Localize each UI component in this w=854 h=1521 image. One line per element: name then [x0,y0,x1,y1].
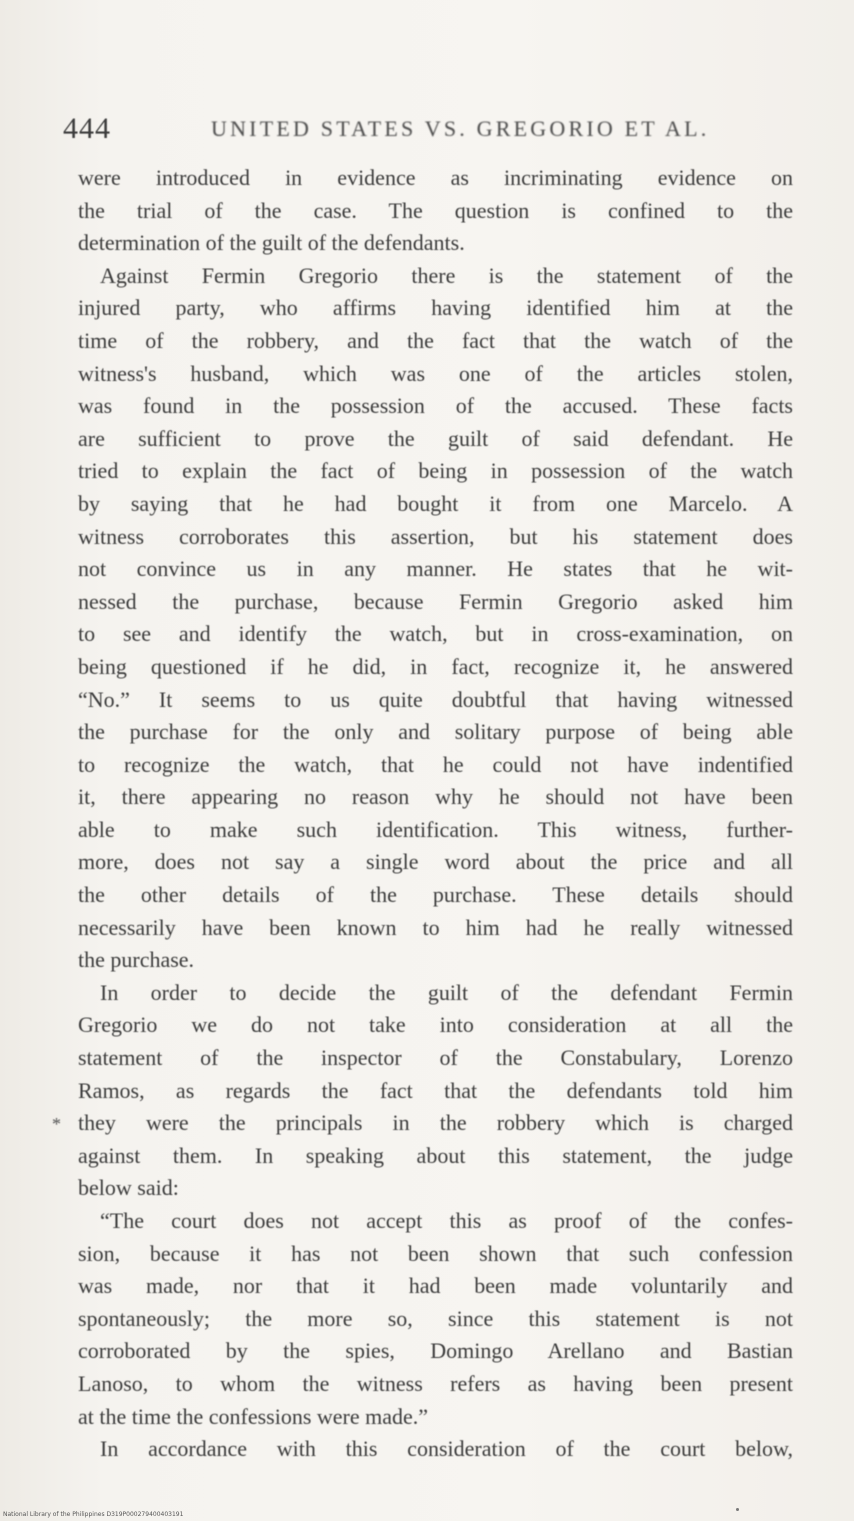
text-line: witness corroborates this assertion, but his statement does [78,523,793,549]
text-line: corroborated by the spies, Domingo Arellano and Bastian [78,1338,793,1364]
text-line: at the time the confessions were made.” [78,1403,429,1429]
text-line: the purchase. [78,947,195,973]
text-line: Ramos, as regards the fact that the defendants told him [78,1077,793,1103]
text-line: was made, nor that it had been made voluntarily and [78,1273,793,1299]
text-line: injured party, who affirms having identified him at the [78,295,793,321]
margin-asterisk: * [52,1114,61,1134]
text-line: Gregorio we do not take into consideration at all the [78,1012,793,1038]
text-line: to recognize the watch, that he could not have indentified [78,751,793,777]
text-line: “No.” It seems to us quite doubtful that having witnessed [78,686,793,712]
text-line: the other details of the purchase. These details should [78,882,793,908]
body-text [78,162,793,1466]
text-line: by saying that he had bought it from one Marcelo. A [78,490,793,516]
text-line: being questioned if he did, in fact, recognize it, he answered [78,653,793,679]
text-line: the trial of the case. The question is confined to the [78,197,793,223]
text-line: sion, because it has not been shown that such confession [78,1240,793,1266]
text-line: against them. In speaking about this statement, the judge [78,1142,793,1168]
text-line: were introduced in evidence as incriminating evidence on [78,165,793,190]
text-line: the purchase for the only and solitary purpose of being able [78,719,793,745]
text-line: was found in the possession of the accused. These facts [78,393,793,419]
scan-footer-stamp: National Library of the Philippines D319P000279400403191 [3,1511,184,1518]
running-head: UNITED STATES VS. GREGORIO ET AL. [211,116,710,141]
ink-speck [736,1508,739,1511]
text-line: Against Fermin Gregorio there is the statement of the [100,262,793,288]
text-line: tried to explain the fact of being in possession of the watch [78,458,793,484]
page-header [63,112,803,152]
text-line: it, there appearing no reason why he should not have been [78,784,793,810]
text-line: not convince us in any manner. He states that he wit- [78,556,793,582]
text-line: nessed the purchase, because Fermin Gregorio asked him [78,588,793,614]
text-line: witness's husband, which was one of the articles stolen, [78,360,793,386]
text-line: In accordance with this consideration of the court below, [100,1436,793,1462]
text-line: necessarily have been known to him had he really witnessed [78,914,793,940]
text-line: to see and identify the watch, but in cross-examination, on [78,621,793,647]
text-line: are sufficient to prove the guilt of said defendant. He [78,425,793,451]
text-line: time of the robbery, and the fact that the watch of the [78,327,793,353]
text-line: determination of the guilt of the defendants. [78,230,465,256]
text-line: Lanoso, to whom the witness refers as having been present [78,1370,793,1396]
text-line: below said: [78,1175,179,1201]
text-line: spontaneously; the more so, since this statement is not [78,1305,793,1331]
text-line: statement of the inspector of the Constabulary, Lorenzo [78,1045,793,1071]
text-line: “The court does not accept this as proof of the confes- [100,1208,793,1233]
page-number: 444 [63,112,111,145]
text-line: more, does not say a single word about the price and all [78,849,793,875]
text-line: In order to decide the guilt of the defendant Fermin [100,979,793,1005]
text-line: they were the principals in the robbery which is charged [78,1110,793,1136]
text-line: able to make such identification. This witness, further- [78,816,793,842]
